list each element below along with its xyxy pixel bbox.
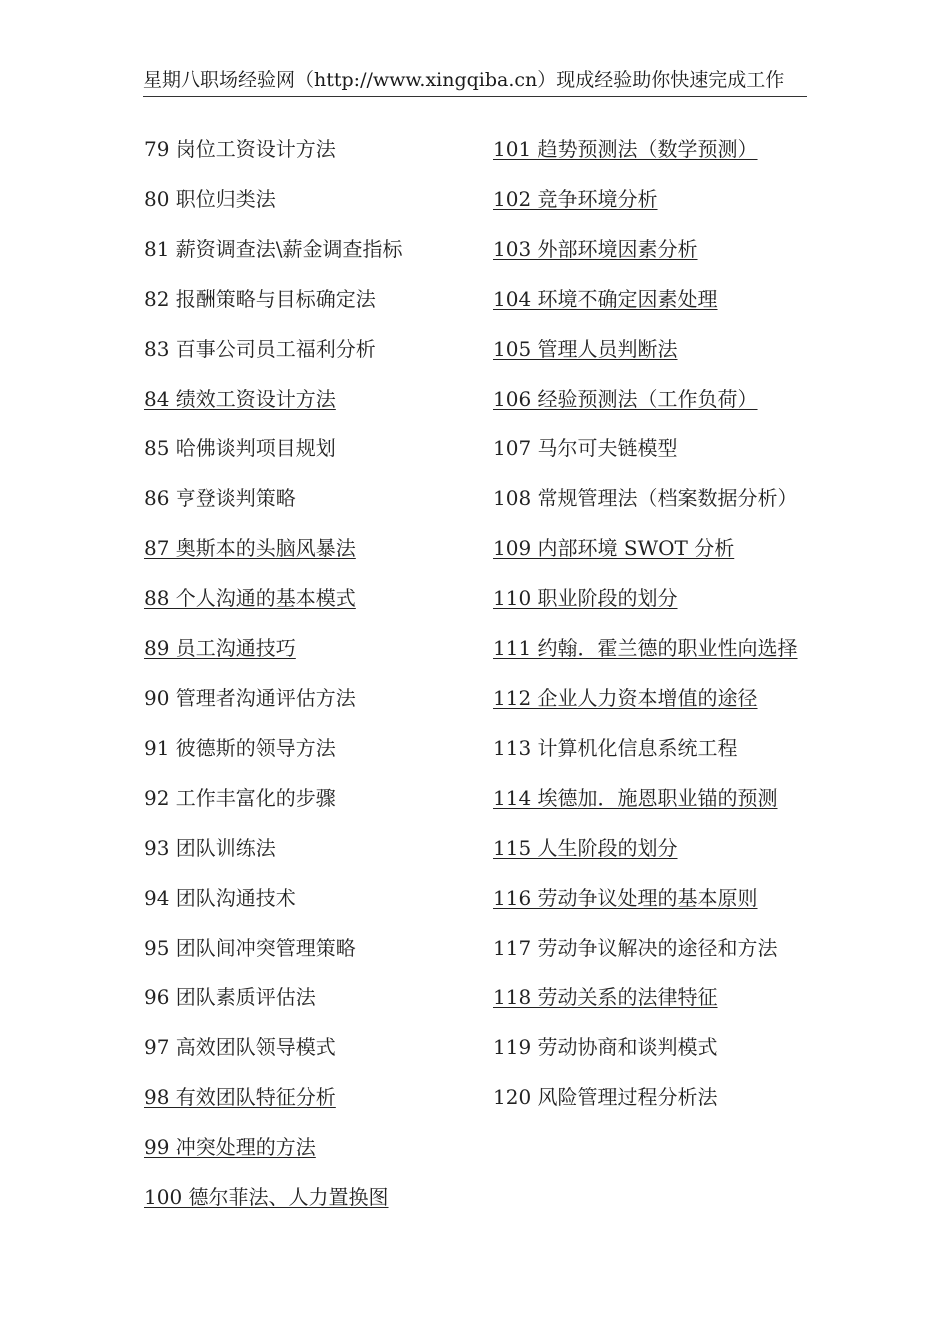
list-item-link[interactable]: 88 个人沟通的基本模式 [144, 586, 356, 611]
list-item: 81 薪资调查法\薪金调查指标 [144, 236, 403, 261]
page-header: 星期八职场经验网（http://www.xingqiba.cn）现成经验助你快速完成工作 [143, 66, 807, 97]
list-item: 83 百事公司员工福利分析 [144, 336, 376, 361]
list-item-link[interactable]: 102 竞争环境分析 [493, 186, 658, 211]
left-column-list [144, 125, 464, 1223]
list-item: 96 团队素质评估法 [144, 985, 316, 1010]
list-item: 92 工作丰富化的步骤 [144, 785, 336, 810]
list-item-link[interactable]: 104 环境不确定因素处理 [493, 286, 718, 311]
list-item: 85 哈佛谈判项目规划 [144, 436, 336, 461]
list-item-link[interactable]: 99 冲突处理的方法 [144, 1135, 316, 1160]
list-item: 97 高效团队领导模式 [144, 1035, 336, 1060]
list-item-link[interactable]: 106 经验预测法（工作负荷） [493, 386, 758, 411]
list-item: 113 计算机化信息系统工程 [493, 735, 738, 760]
list-item: 86 亨登谈判策略 [144, 486, 296, 511]
list-item-link[interactable]: 87 奥斯本的头脑风暴法 [144, 536, 356, 561]
list-item-link[interactable]: 109 内部环境 SWOT 分析 [493, 536, 735, 561]
list-item-link[interactable]: 114 埃德加．施恩职业锚的预测 [493, 785, 778, 810]
list-item: 79 岗位工资设计方法 [144, 137, 336, 161]
list-item: 80 职位归类法 [144, 186, 276, 211]
list-item: 90 管理者沟通评估方法 [144, 685, 356, 710]
list-item-link[interactable]: 115 人生阶段的划分 [493, 835, 678, 860]
list-item: 107 马尔可夫链模型 [493, 436, 678, 461]
list-item-link[interactable]: 112 企业人力资本增值的途径 [493, 685, 758, 710]
list-item-link[interactable]: 116 劳动争议处理的基本原则 [493, 885, 758, 910]
list-item: 91 彼德斯的领导方法 [144, 735, 336, 760]
list-item-link[interactable]: 84 绩效工资设计方法 [144, 386, 336, 411]
list-item-link[interactable]: 111 约翰．霍兰德的职业性向选择 [493, 636, 798, 661]
list-item: 119 劳动协商和谈判模式 [493, 1035, 718, 1060]
list-item: 95 团队间冲突管理策略 [144, 935, 356, 960]
list-item: 120 风险管理过程分析法 [493, 1085, 718, 1110]
list-item-link[interactable]: 105 管理人员判断法 [493, 336, 678, 361]
list-item: 93 团队训练法 [144, 835, 276, 860]
list-item-link[interactable]: 89 员工沟通技巧 [144, 636, 296, 661]
list-item-link[interactable]: 110 职业阶段的划分 [493, 586, 678, 611]
right-column-list [493, 125, 807, 1123]
list-item-link[interactable]: 103 外部环境因素分析 [493, 236, 698, 261]
list-item-link[interactable]: 100 德尔菲法、人力置换图 [144, 1185, 389, 1210]
list-item-link[interactable]: 118 劳动关系的法律特征 [493, 985, 718, 1010]
list-item-link[interactable]: 101 趋势预测法（数学预测） [493, 137, 758, 161]
list-item: 82 报酬策略与目标确定法 [144, 286, 376, 311]
list-item: 94 团队沟通技术 [144, 885, 296, 910]
list-item: 108 常规管理法（档案数据分析） [493, 486, 798, 511]
list-item: 117 劳动争议解决的途径和方法 [493, 935, 778, 960]
list-item-link[interactable]: 98 有效团队特征分析 [144, 1085, 336, 1110]
